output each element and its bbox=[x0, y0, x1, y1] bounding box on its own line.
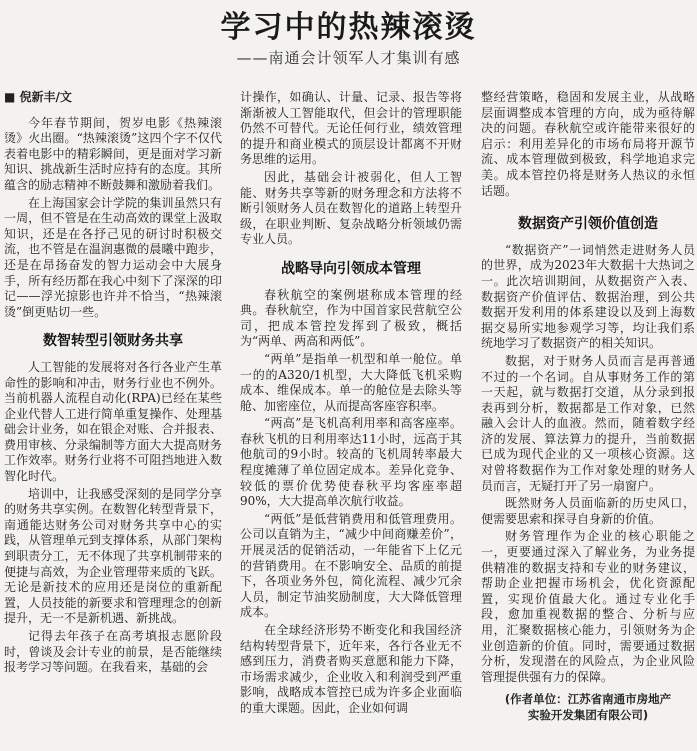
author-line-2: 实验开发集团有限公司) bbox=[527, 708, 649, 723]
paragraph: 今年春节期间，贺岁电影《热辣滚烫》火出圈。“热辣滚烫”这四个字不仅代表着电影中的精彩瞬间，更是面对学习新知识、挑战新生活时应持有的态度。其所蕴含的励志精神不断鼓舞和激励着我们。 bbox=[4, 115, 222, 192]
article-subtitle: ——南通会计领军人才集训有感 bbox=[236, 49, 461, 67]
paragraph: 整经营策略，稳固和发展主业，从战略层面调整成本管理的方向，成为亟待解决的问题。春秋航空或许能带来很好的启示：利用差异化的市场布局将开源节流、成本管理做到极致，科学地追求完美。成本管控仍将是财务人热议的永恒话题。 bbox=[481, 90, 695, 198]
section-heading-data: 数据资产引领价值创造 bbox=[518, 216, 658, 233]
paragraph: “两单”是指单一机型和单一舱位。单一的的A320/1机型，大大降低飞机采购成本、维保成本。单一的舱位是去除头等舱、加密座位，从而提高客座容积率。 bbox=[240, 351, 462, 413]
paragraph: 培训中，让我感受深刻的是同学分享的财务共享实例。在数智化转型背景下，南通能达财务公司对财务共享中心的实践，从管理单元到支撑体系，从部门架构到职责分工，无不体现了共享机制带来的便捷与高效，为企业管理带来质的飞跃。无论是新技术的应用还是岗位的重新配置，人员技能的新要求和管理理念的创新提升，无一不是新机遇、新挑战。 bbox=[4, 486, 222, 626]
paragraph: 财务管理作为企业的核心职能之一，更要通过深入了解业务，为业务提供精准的数据支持和专业的财务建议，帮助企业把握市场机会，优化资源配置，实现价值最大化。通过专业化手段，愈加重视数据的整合、分析与应用，汇聚数据核心能力，引领财务为企业创造新的价值。同时，需要通过数据分析，发现潜在的风险点，为企业风险管理提供强有力的保障。 bbox=[481, 529, 695, 684]
paragraph: 春秋航空的案例堪称成本管理的经典。春秋航空，作为中国首家民营航空公司，把成本管控发挥到了极致，概括为“两单、两高和两低”。 bbox=[240, 287, 462, 349]
author-affiliation bbox=[481, 691, 695, 723]
paragraph: 计操作，如确认、计量、记录、报告等将渐渐被人工智能取代，但会计的管理职能仍然不可替代。无论任何行业，绩效管理的提升和商业模式的顶层设计都离不开财务思维的运用。 bbox=[240, 90, 462, 167]
paragraph: 人工智能的发展将对各行各业产生革命性的影响和冲击，财务行业也不例外。当前机器人流程自动化(RPA)已经在某些企业代替人工进行简单重复操作、处理基础会计业务，如在银企对账、合并报表、费用审核、分录编制等方面大大提高财务工作效率。财务行业将不可阻挡地进入数智化时代。 bbox=[4, 359, 222, 484]
paragraph: “两高”是飞机高利用率和高客座率。春秋飞机的日利用率达11小时，远高于其他航司的9小时。较高的飞机周转率最大程度摊薄了单位固定成本。差异化竞争、较低的票价优势使春秋平均客座率超90%，大大提高单次航行收益。 bbox=[240, 416, 462, 509]
article-title: 学习中的热辣滚烫 bbox=[220, 10, 477, 45]
paragraph: 因此，基础会计被弱化，但人工智能、财务共享等新的财务理念和方法将不断引领财务人员在数智化的道路上转型升级，在职业判断、复杂战略分析领域仍需专业人员。 bbox=[240, 169, 462, 247]
author-line-1: (作者单位：江苏省南通市房地产 bbox=[504, 692, 672, 707]
paragraph: “两低”是低营销费用和低管理费用。公司以直销为主，“减少中间商赚差价”，开展灵活的促销活动，一年能省下上亿元的营销费用。在不影响安全、品质的前提下，各项业务外包，简化流程、减少冗余人员，制定节油奖励制度，大大降低管理成本。 bbox=[240, 511, 462, 620]
column-3 bbox=[481, 90, 695, 751]
column-2 bbox=[240, 90, 462, 751]
paragraph: 在全球经济形势不断变化和我国经济结构转型背景下，近年来，各行各业无不感到压力，消费者购买意愿和能力下降，市场需求减少，企业收入和利润受到严重影响，战略成本管控已成为许多企业面临的重大课题。因此，企业如何调 bbox=[240, 623, 462, 715]
column-1 bbox=[4, 90, 222, 751]
paragraph: 在上海国家会计学院的集训虽然只有一周，但不管是在生动高效的课堂上汲取知识，还是在各抒己见的研讨时积极交流，也不管是在温润惠微的晨曦中跑步，还是在昂扬奋发的智力运动会中大展身手，所有经历都在我心中刻下了深深的印记——浮光掠影也许并不恰当，“热辣滚烫”倒更贴切一些。 bbox=[4, 195, 222, 319]
paragraph: 记得去年孩子在高考填报志愿阶段时，曾谈及会计专业的前景，是否能继续报考学习等问题。在我看来，基础的会 bbox=[4, 629, 222, 675]
paragraph: “数据资产”一词悄然走进财务人员的世界，成为2023年大数据十大热词之一。此次培训期间，从数据资产入表、数据资产价值评估、数据治理，到公共数据开发利用的体系建设以及到上海数据交易所实地参观学习等，均让我们系统地学习了数据资产的相关知识。 bbox=[481, 242, 695, 351]
section-heading-digital: 数智转型引领财务共享 bbox=[43, 333, 183, 350]
paragraph: 数据，对于财务人员而言是再普通不过的一个名词。自从事财务工作的第一天起，就与数据打交道，从分录到报表再到分析，数据都是工作对象，已然融入会计人的血液。然而，随着数字经济的发展、算法算力的提升，当前数据已成为现代企业的又一项核心资源。这对曾将数据作为工作对象处理的财务人员而言，无疑打开了另一扇窗户。 bbox=[481, 353, 695, 493]
byline: ■ 倪新丰/文 bbox=[4, 90, 72, 104]
section-heading-cost: 战略导向引领成本管理 bbox=[281, 260, 421, 277]
paragraph: 既然财务人员面临新的历史风口，便需要思索和探寻自身新的价值。 bbox=[481, 496, 695, 526]
